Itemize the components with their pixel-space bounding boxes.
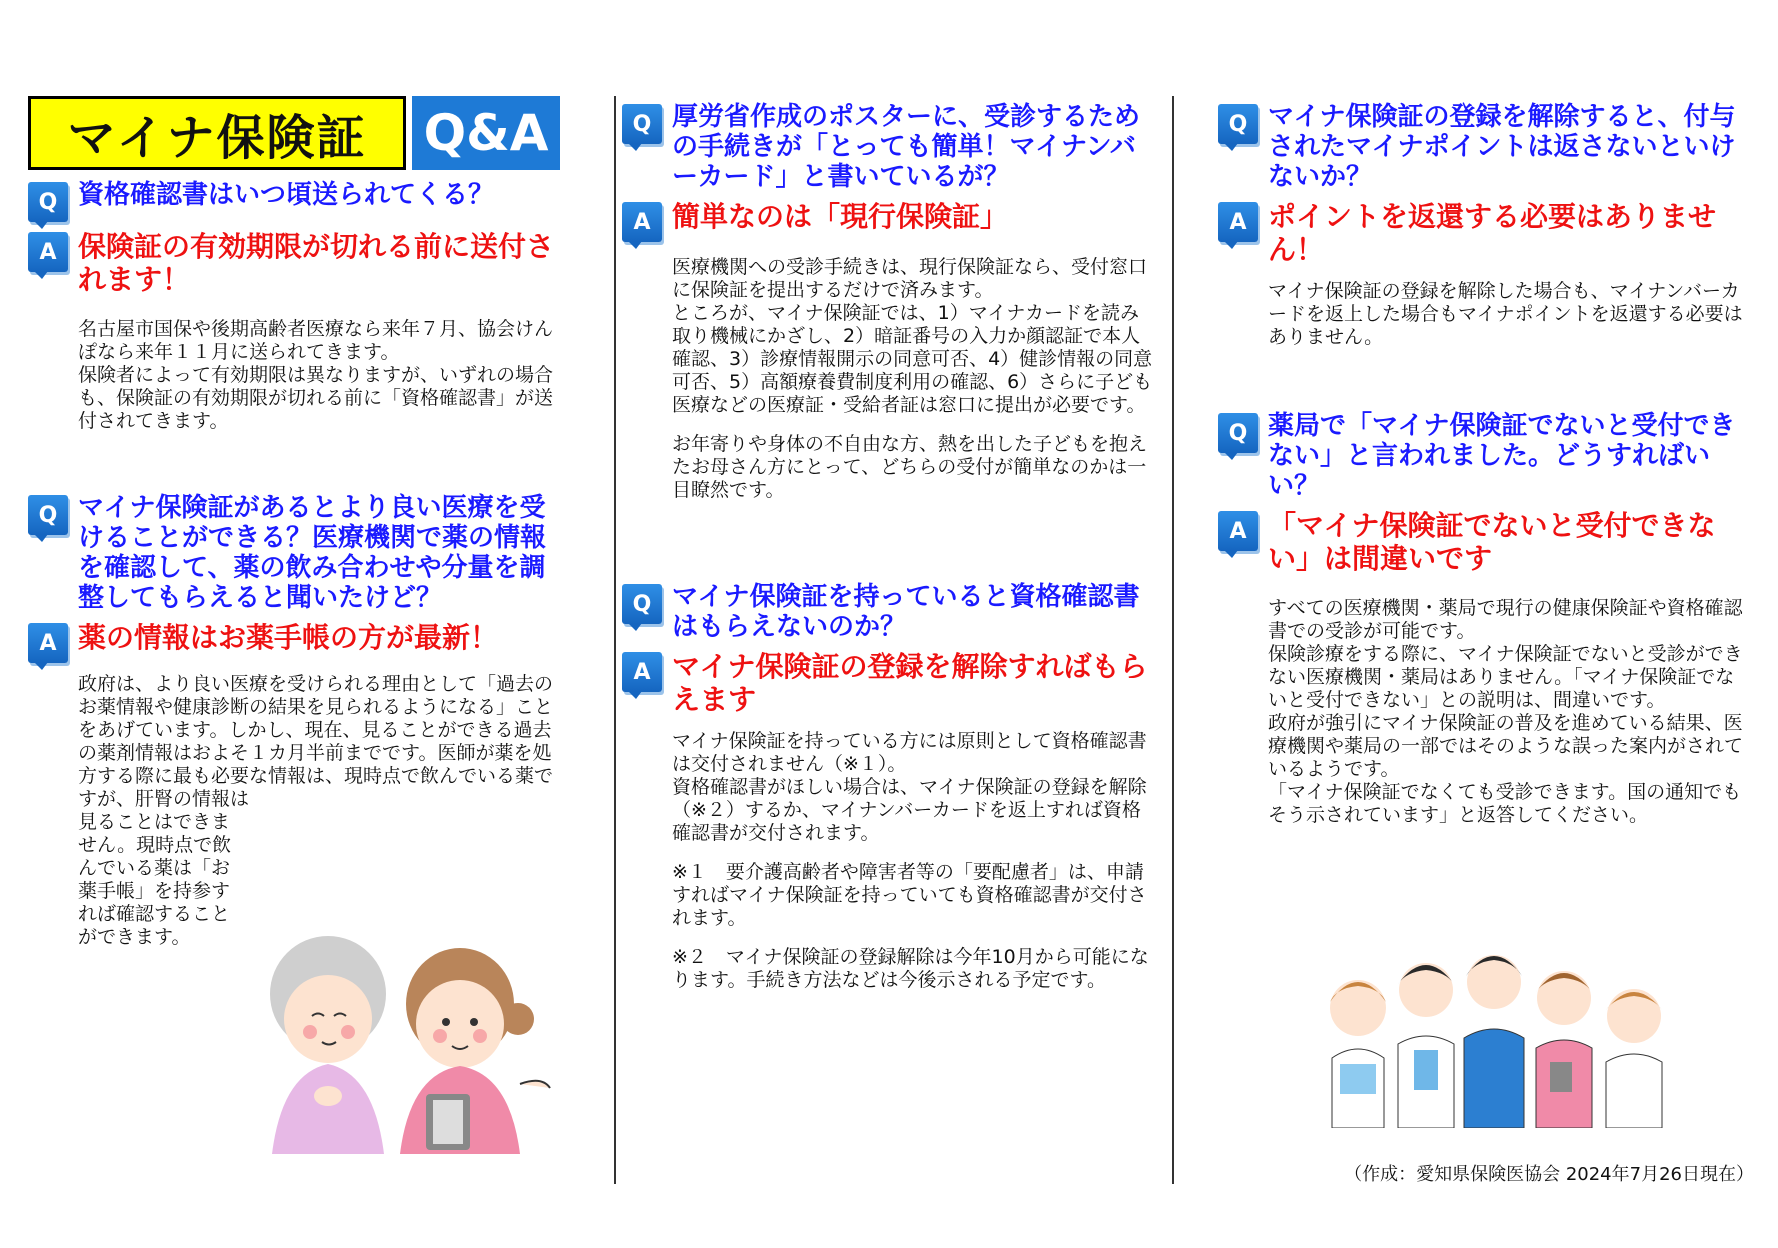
answer-body-continued: 見ることはできません。現時点で飲んでいる薬は「お薬手帳」を持参すれば確認することができます。	[78, 811, 232, 948]
footnote-2: ※２ マイナ保険証の登録解除は今年10月から可能になります。手続き方法などは今後示される予定です。	[672, 946, 1149, 991]
question-2	[28, 493, 562, 613]
answer-heading: 簡単なのは「現行保険証」	[672, 200, 1009, 233]
answer-body: 医療機関への受診手続きは、現行保険証なら、受付窓口に保険証を提出するだけで済みます。 ところが、マイナ保険証では、1）マイナカードを読み取り機械にかざし、2）暗証番号の入力か顔認証で本人確認、3）診療情報開示の同意可否、4）健診情報の同意可否、5）高額療養費制度利用の確認、6）さらに子ども医療などの医療証・受給者証は窓口に提出が必要です。	[672, 256, 1153, 416]
answer-4	[622, 650, 1156, 716]
answer-body: マイナ保険証を持っている方には原則として資格確認書は交付されません（※１）。 資格確認書がほしい場合は、マイナ保険証の登録を解除（※２）するか、マイナンバーカードを返上すれば資格確認書が交付されます。	[672, 730, 1147, 844]
answer-body: 政府は、より良い医療を受けられる理由として「過去のお薬情報や健康診断の結果を見られるようになる」ことをあげています。しかし、現在、見ることができる過去の薬剤情報はおよそ１カ月半前までです。医師が薬を処方する際に最も必要な情報は、現時点で飲んでいる薬ですが、肝腎の情報は	[78, 673, 554, 810]
answer-heading: 保険証の有効期限が切れる前に送付されます！	[78, 230, 555, 296]
title-main: マイナ保険証	[28, 96, 406, 170]
q-icon: Q	[622, 584, 662, 624]
answer-2	[28, 621, 562, 663]
footnote-1: ※１ 要介護高齢者や障害者等の「要配慮者」は、申請すればマイナ保険証を持っていても資格確認書が交付されます。	[672, 861, 1147, 929]
question-text: 薬局で「マイナ保険証でないと受付できない」と言われました。どうすればいい？	[1268, 411, 1736, 501]
answer-heading: 薬の情報はお薬手帳の方が最新！	[78, 621, 499, 654]
q-icon: Q	[28, 495, 68, 535]
question-6	[1218, 411, 1752, 501]
answer-body: 名古屋市国保や後期高齢者医療なら来年７月、協会けんぽなら来年１１月に送られてきます。 保険者によって有効期限は異なりますが、いずれの場合も、保険証の有効期限が切れる前に「資格確認書」が送付されてきます。	[78, 318, 554, 432]
question-text: 資格確認書はいつ頃送られてくる？	[78, 180, 495, 210]
q-icon: Q	[622, 104, 662, 144]
answer-body: すべての医療機関・薬局で現行の健康保険証や資格確認書での受診が可能です。 保険診療をする際に、マイナ保険証でないと受診ができない医療機関・薬局はありません。「マイナ保険証でないと受付できない」との説明は、間違いです。 政府が強引にマイナ保険証の普及を進めている結果、医療機関や薬局の一部ではそのような誤った案内がされているようです。 「マイナ保険証でなくても受診できます。国の通知でもそう示されています」と返答してください。	[1268, 597, 1744, 826]
a-icon: A	[1218, 202, 1258, 242]
question-text: マイナ保険証の登録を解除すると、付与されたマイナポイントは返さないといけないか？	[1268, 102, 1736, 192]
question-4	[622, 582, 1156, 642]
column-divider-1	[614, 96, 616, 1184]
q-icon: Q	[1218, 104, 1258, 144]
medical-staff-group-illustration	[1318, 938, 1678, 1128]
answer-3	[622, 200, 1156, 242]
elderly-woman-and-pharmacist-illustration	[250, 924, 560, 1154]
answer-heading: マイナ保険証の登録を解除すればもらえます	[672, 650, 1148, 716]
question-1	[28, 180, 562, 222]
answer-heading: ポイントを返還する必要はありません！	[1268, 200, 1717, 266]
a-icon: A	[28, 623, 68, 663]
answer-1	[28, 230, 562, 296]
question-3	[622, 102, 1156, 192]
page-title	[28, 96, 562, 170]
answer-body: マイナ保険証の登録を解除した場合も、マイナンバーカードを返上した場合もマイナポイントを返還する必要はありません。	[1268, 280, 1743, 348]
question-5	[1218, 102, 1752, 192]
column-1	[28, 96, 562, 949]
column-2	[622, 96, 1156, 992]
q-icon: Q	[28, 182, 68, 222]
q-icon: Q	[1218, 413, 1258, 453]
title-qa-badge: Q&A	[412, 96, 560, 170]
question-text: マイナ保険証を持っていると資格確認書はもらえないのか？	[672, 582, 1140, 642]
answer-6	[1218, 509, 1752, 575]
column-divider-2	[1172, 96, 1174, 1184]
column-3	[1218, 96, 1752, 827]
a-icon: A	[622, 202, 662, 242]
question-text: 厚労省作成のポスターに、受診するための手続きが「とっても簡単！マイナンバーカード」と書いているが？	[672, 102, 1141, 192]
a-icon: A	[28, 232, 68, 272]
question-text: マイナ保険証があるとより良い医療を受けることができる？医療機関で薬の情報を確認して、薬の飲み合わせや分量を調整してもらえると聞いたけど？	[78, 493, 547, 613]
answer-heading: 「マイナ保険証でないと受付できない」は間違いです	[1268, 509, 1716, 575]
answer-5	[1218, 200, 1752, 266]
a-icon: A	[1218, 511, 1258, 551]
answer-body-note: お年寄りや身体の不自由な方、熱を出した子どもを抱えたお母さん方にとって、どちらの受付が簡単なのかは一目瞭然です。	[672, 433, 1148, 501]
footer-credit: （作成：愛知県保険医協会 2024年7月26日現在）	[1344, 1164, 1754, 1185]
a-icon: A	[622, 652, 662, 692]
